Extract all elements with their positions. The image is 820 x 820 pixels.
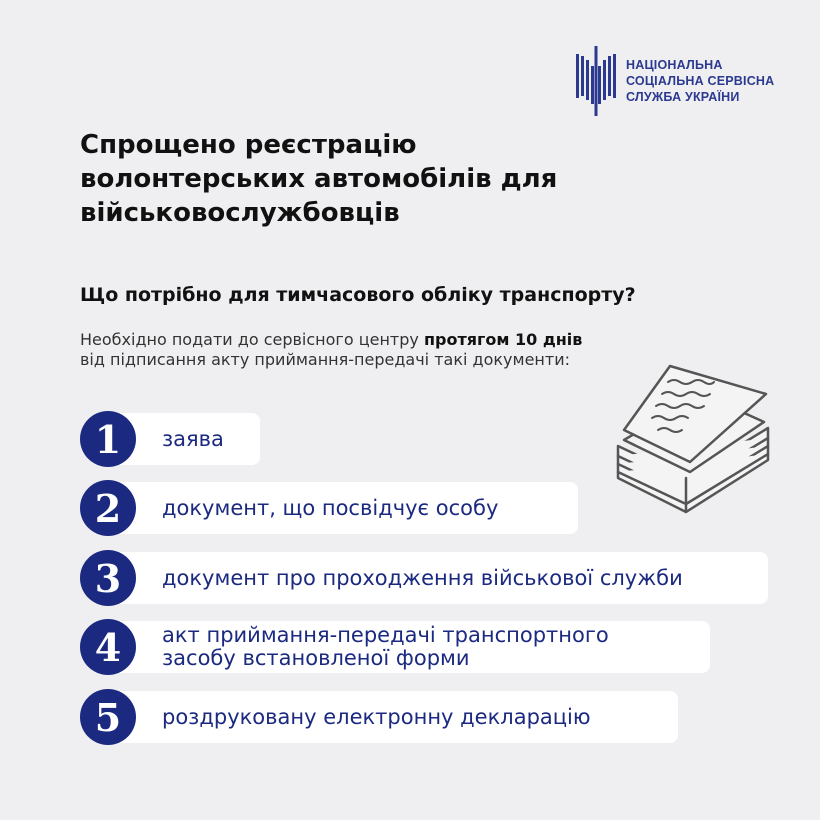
number-badge: 4 <box>80 619 136 675</box>
number-badge: 3 <box>80 550 136 606</box>
logo <box>574 46 774 116</box>
item-text: документ, що посвідчує особу <box>162 495 499 520</box>
item-text: документ про проходження військової служби <box>162 565 683 590</box>
number-badge: 5 <box>80 689 136 745</box>
logo-text <box>626 57 774 105</box>
page-title: Спрощено реєстрацію волонтерських автомобілів для військовослужбовців <box>80 130 558 228</box>
number-badge: 2 <box>80 480 136 536</box>
section-subtitle: Що потрібно для тимчасового обліку транспорту? <box>80 284 636 306</box>
logo-line-2: СОЦІАЛЬНА СЕРВІСНА <box>626 74 775 88</box>
item-text: заява <box>162 426 224 451</box>
intro-before: Необхідно подати до сервісного центру <box>80 330 424 349</box>
logo-line-3: СЛУЖБА УКРАЇНИ <box>626 90 740 104</box>
intro-after: від підписання акту приймання-передачі такі документи: <box>80 350 570 369</box>
intro-bold: протягом 10 днів <box>423 330 583 349</box>
item-text: роздруковану електронну декларацію <box>162 704 591 729</box>
number-badge: 1 <box>80 411 136 467</box>
item-text-line-2: засобу встановленої форми <box>162 646 470 670</box>
item-text-line-1: акт приймання-передачі транспортного <box>162 623 609 647</box>
stack-of-papers-icon <box>610 360 775 525</box>
intro-text <box>80 330 680 370</box>
item-text <box>162 619 609 675</box>
logo-line-1: НАЦІОНАЛЬНА <box>626 58 723 72</box>
tryzub-emblem-icon <box>574 46 618 116</box>
